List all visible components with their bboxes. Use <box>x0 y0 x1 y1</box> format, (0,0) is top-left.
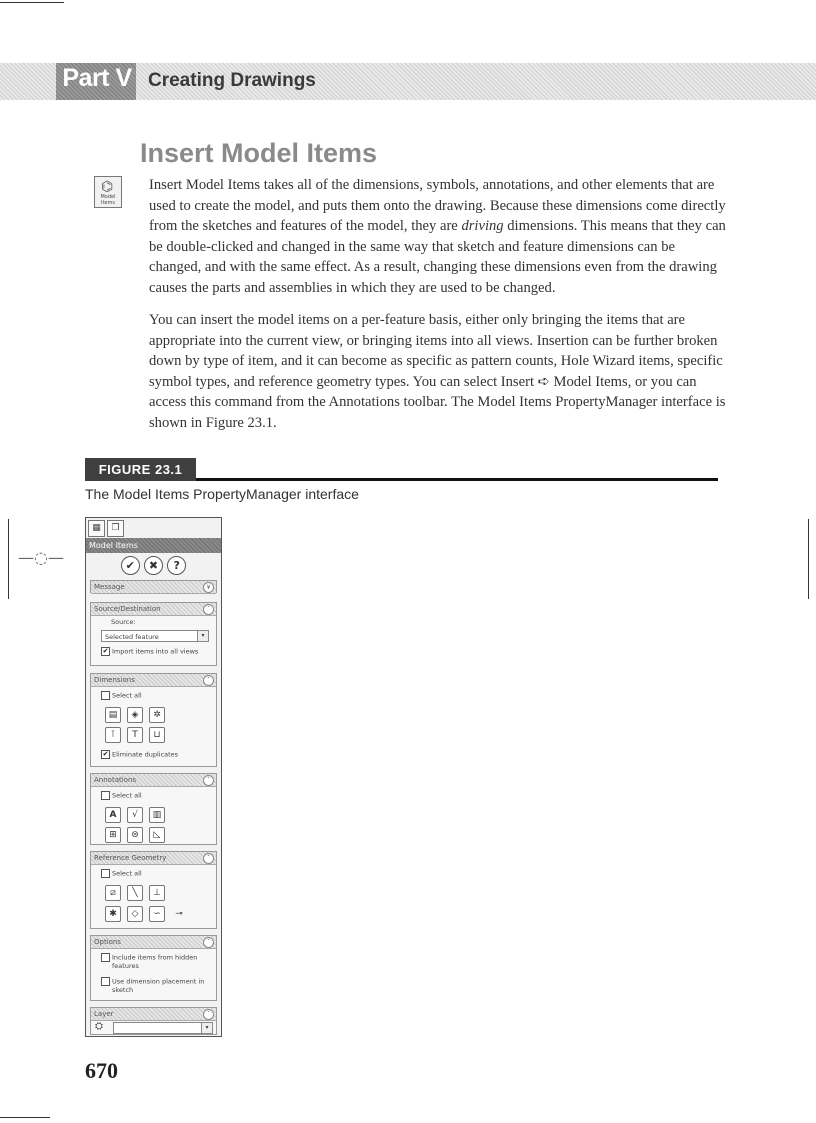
source-select-value: Selected feature <box>105 633 159 641</box>
pm-title: Model Items <box>89 541 138 550</box>
ann-select-all-label: Select all <box>112 791 142 800</box>
help-button[interactable]: ? <box>167 556 186 575</box>
layer-icon: ⛭ <box>95 1021 103 1032</box>
dimensions-header-label: Dimensions <box>94 676 135 684</box>
annotations-header[interactable] <box>91 774 216 787</box>
chevron-down-icon[interactable]: ▾ <box>201 1023 212 1033</box>
use-placement-checkbox[interactable] <box>101 977 204 986</box>
tolerance-dimensions-icon[interactable]: ⊺ <box>105 727 121 743</box>
paragraph-1-text-a: Insert Model Items takes all of the dimensions, symbols, annotations, and other elements that are used to create the model, and puts them onto the drawing. Because these dimensions come directly from the sketches and features of the model, they are <box>149 177 726 235</box>
page-number: 670 <box>85 1058 118 1083</box>
message-header[interactable] <box>91 581 216 594</box>
figure-caption: The Model Items PropertyManager interface <box>85 486 359 502</box>
section-title: Insert Model Items <box>140 138 378 168</box>
source-header-label: Source/Destination <box>94 605 161 613</box>
chapter-title: Creating Drawings <box>148 70 316 91</box>
ref-select-all-checkbox[interactable] <box>101 869 142 878</box>
surface-finish-icon[interactable]: √ <box>127 807 143 823</box>
import-all-views-checkbox[interactable] <box>101 647 198 656</box>
options-section <box>90 935 217 1001</box>
collapse-icon[interactable]: ˆ <box>203 937 214 948</box>
margin-rule-left <box>8 519 9 599</box>
checkbox-icon[interactable] <box>101 791 110 800</box>
layer-header-label: Layer <box>94 1010 114 1018</box>
collapse-icon[interactable]: ˆ <box>203 675 214 686</box>
source-header[interactable] <box>91 603 216 616</box>
registration-mark-icon: —◌— <box>18 548 64 567</box>
annotations-header-label: Annotations <box>94 776 137 784</box>
datum-icon[interactable]: ⊞ <box>105 827 121 843</box>
curve-icon[interactable]: ∽ <box>149 906 165 922</box>
property-manager-tab-icon[interactable]: ❐ <box>107 520 124 537</box>
include-hidden-label: Include items from hidden <box>112 953 198 962</box>
eliminate-duplicates-checkbox[interactable] <box>101 750 178 759</box>
part-label: Part V <box>62 64 132 92</box>
use-placement-label: Use dimension placement in <box>112 977 205 986</box>
ann-select-all-checkbox[interactable] <box>101 791 142 800</box>
checkbox-icon[interactable] <box>101 953 110 962</box>
pm-tabs <box>88 520 126 538</box>
dimensions-header[interactable] <box>91 674 216 687</box>
layer-select[interactable] <box>113 1022 213 1034</box>
expand-icon[interactable]: ¥ <box>203 582 214 593</box>
marked-for-drawing-icon[interactable]: ▤ <box>105 707 121 723</box>
options-header-label: Options <box>94 938 122 946</box>
use-placement-label-line2: sketch <box>112 986 134 994</box>
layer-header[interactable] <box>91 1008 216 1021</box>
collapse-icon[interactable]: ˆ <box>203 604 214 615</box>
checkbox-icon[interactable] <box>101 977 110 986</box>
paragraph-2: You can insert the model items on a per-feature basis, either only bringing the items that are appropriate into the current view, or bringing items into all views. Insertion can be further broken down by type of item, and it can become as specific as pattern counts, Hole Wizard items, specific symbol types, and reference geometry types. You can select Insert ➪ Model Items, or you can access this command from the Annotations toolbar. The Model Items PropertyManager interface is shown in Figure 23.1. <box>149 312 726 431</box>
message-header-label: Message <box>94 583 125 591</box>
collapse-icon[interactable]: ˆ <box>203 1009 214 1020</box>
not-marked-icon[interactable]: ◈ <box>127 707 143 723</box>
datum-target-icon[interactable]: ◺ <box>149 827 165 843</box>
source-select[interactable] <box>101 630 209 642</box>
plane-icon[interactable]: ⧄ <box>105 885 121 901</box>
annotations-section <box>90 773 217 845</box>
dim-select-all-label: Select all <box>112 691 142 700</box>
include-hidden-checkbox[interactable] <box>101 953 197 962</box>
checkbox-icon[interactable] <box>101 691 110 700</box>
message-section <box>90 580 217 593</box>
instance-count-icon[interactable]: ✲ <box>149 707 165 723</box>
point-icon[interactable]: ✱ <box>105 906 121 922</box>
import-all-views-label: Import items into all views <box>112 647 199 656</box>
checkbox-icon[interactable]: ✔ <box>102 647 109 655</box>
crop-mark-top-left <box>0 2 64 3</box>
routing-point-icon[interactable]: ⊸ <box>175 909 183 919</box>
property-manager-panel <box>85 517 222 1037</box>
layer-section <box>90 1007 217 1035</box>
ok-button[interactable]: ✔ <box>121 556 140 575</box>
figure-rule <box>196 478 718 481</box>
source-section <box>90 602 217 666</box>
reference-geometry-section <box>90 851 217 929</box>
options-header[interactable] <box>91 936 216 949</box>
model-items-icon-label: Model Items <box>100 194 116 206</box>
collapse-icon[interactable]: ˆ <box>203 775 214 786</box>
source-label: Source: <box>111 618 136 626</box>
refgeo-header[interactable] <box>91 852 216 865</box>
pm-actions <box>86 556 221 575</box>
paragraph-1 <box>149 175 729 299</box>
feature-manager-tab-icon[interactable]: ▦ <box>88 520 105 537</box>
collapse-icon[interactable]: ˆ <box>203 853 214 864</box>
model-items-glyph-icon: ⌬ <box>101 179 114 195</box>
dim-select-all-checkbox[interactable] <box>101 691 142 700</box>
paragraph-1-text-b: dimensions. This means that they can be double-clicked and changed in the same way that sketch and feature dimensions can be changed, and with the same effect. As a result, changing these dimensions even from the drawing causes the parts and assemblies in which they are used to be changed. <box>149 218 726 296</box>
ref-select-all-label: Select all <box>112 869 142 878</box>
surface-icon[interactable]: ◇ <box>127 906 143 922</box>
paragraph-1-italic: driving <box>461 218 504 235</box>
geometric-tolerance-icon[interactable]: ▥ <box>149 807 165 823</box>
pm-titlebar <box>86 538 221 553</box>
dimensions-section <box>90 673 217 767</box>
model-items-icon <box>94 176 122 208</box>
checkbox-icon[interactable]: ✔ <box>102 750 109 758</box>
chevron-down-icon[interactable]: ▾ <box>197 631 208 641</box>
hole-callout-icon[interactable]: ⊔ <box>149 727 165 743</box>
cancel-button[interactable]: ✖ <box>144 556 163 575</box>
eliminate-duplicates-label: Eliminate duplicates <box>112 750 179 759</box>
refgeo-header-label: Reference Geometry <box>94 854 167 862</box>
figure-label: FIGURE 23.1 <box>85 458 196 481</box>
origin-icon[interactable]: ⊥ <box>149 885 165 901</box>
note-icon[interactable]: A <box>105 807 121 823</box>
include-hidden-label-line2: features <box>112 962 139 970</box>
weld-symbol-icon[interactable]: ⊜ <box>127 827 143 843</box>
checkbox-icon[interactable] <box>101 869 110 878</box>
axis-icon[interactable]: ╲ <box>127 885 143 901</box>
hole-wizard-profile-icon[interactable]: T <box>127 727 143 743</box>
margin-rule-right <box>808 519 809 599</box>
crop-mark-bottom-left <box>0 1117 50 1118</box>
